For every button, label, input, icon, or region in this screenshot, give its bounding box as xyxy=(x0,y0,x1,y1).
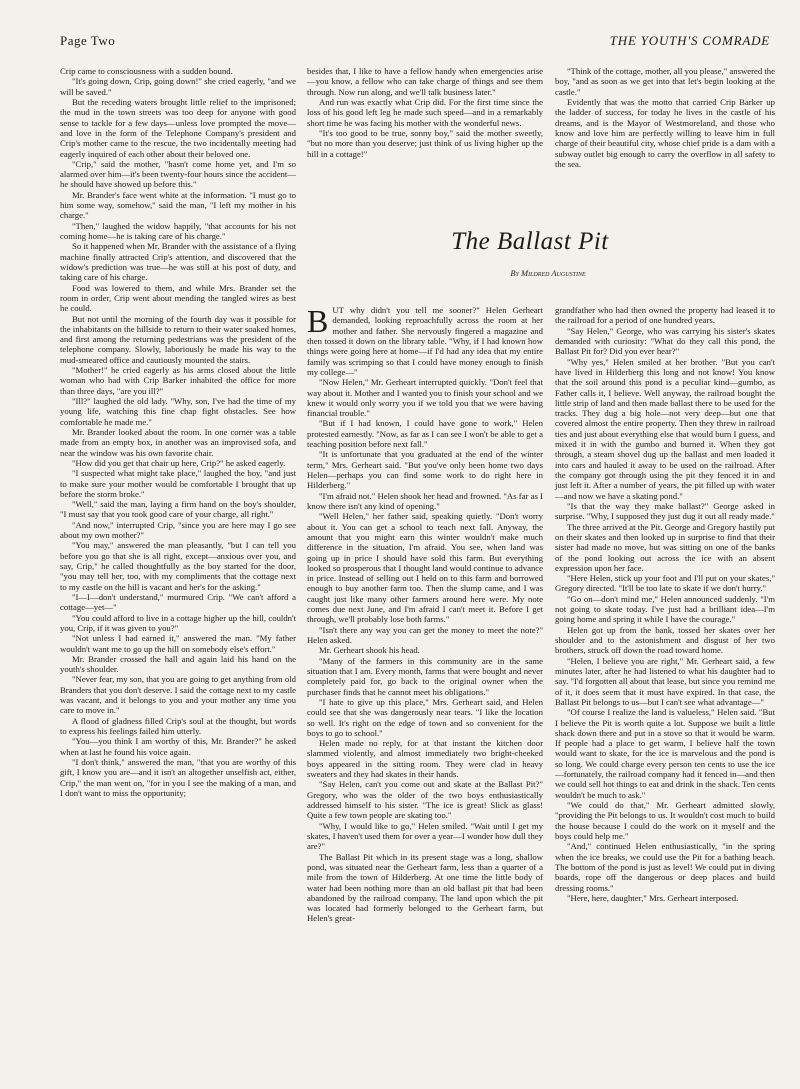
paragraph: Mr. Gerheart shook his head. xyxy=(319,645,420,656)
paragraph: "Why yes," Helen smiled at her brother. "But you can't have lived in Hilderberg this long and not know! You know that the soil around this pond is a peculiar kind—gumbo, as Father calls it, I believe. Well anyway, the railroad bought the little strip of land and then made ballast there to be used for the tracks. They dug a big hole—not very deep—but one that covered almost the entire property. Then they threw in railroad ties and just about everything else that would burn I guess, and mixed it in with the gumbo and burned it. When they got through, a steam shovel dug up the ballast and men loaded it into cars and hauled it away to be used on the railroad. After the company got through using the pit they fenced it in and just left it. After a number of years, the pit filled up with water—and now we have a skating pond." xyxy=(555,356,775,501)
paragraph: "Ill?" laughed the old lady. "Why, son, I've had the time of my young life, watching this fine chap fight obstacles. See how comfortable he made me." xyxy=(60,396,296,427)
paragraph: "Here Helen, stick up your foot and I'll put on your skates," Gregory directed. "It'll be too late to skate if we don't hurry." xyxy=(555,573,775,594)
paragraph: "And now," interrupted Crip, "since you are here may I go see about my own mother?" xyxy=(60,519,296,541)
column-2-continuation xyxy=(307,66,543,159)
paragraph: Evidently that was the motto that carried Crip Barker up the ladder of success, for today he lives in the castle of his dreams, and is the Mayor of Westmoreland, and those who know and love him are perfectly willing to leave him in full charge of their beautiful city, whose chief pride is a dam with a subway outlet big enough to carry the overflow in all safety to the sea. xyxy=(555,96,775,169)
column-1 xyxy=(60,66,296,798)
paragraph: "Helen, I believe you are right," Mr. Gerheart said, a few minutes later, after he had listened to what his daughter had to say. "I'd forgotten all about that lease, but since you remind me of it, it does seem that it must have expired. In that case, the Ballast Pit belongs to us—but I can't see what advantage—" xyxy=(555,655,775,707)
story-column-right xyxy=(555,305,775,903)
paragraph: "I don't think," answered the man, "that you are worthy of this gift, I know you are—and it isn't an altogether unselfish act, either, Crip," the man went on, "for in you I see the making of a man, and I don't want to miss the opportunity; xyxy=(60,756,296,798)
paragraph: Helen made no reply, for at that instant the kitchen door slammed violently, and almost immediately two bright-cheeked boys appeared in the sitting room. They were clad in heavy sweaters and they had skates in their hands. xyxy=(307,738,543,780)
paragraph: "Why, I would like to go," Helen smiled. "Wait until I get my skates, I haven't used them for over a year—I wonder how dull they are?" xyxy=(307,820,543,852)
paragraph: "Isn't there any way you can get the money to meet the note?" Helen asked. xyxy=(307,624,543,645)
page-header xyxy=(60,33,770,53)
paragraph: "I—I—don't understand," murmured Crip. "We can't afford a cottage—yet—" xyxy=(60,591,296,613)
paragraph: "It's too good to be true, sonny boy," said the mother sweetly, "but no more than you deserve; just think of us living higher up the hill in a cottage!" xyxy=(307,127,543,159)
paragraph: "I'm afraid not." Helen shook her head and frowned. "As far as I know there isn't any kind of opening." xyxy=(307,490,543,511)
paragraph: "Of course I realize the land is valueless," Helen said. "But I believe the Pit is worth quite a lot. Suppose we built a little shack down there and put in a stove so that it would be warm. If people had a place to get warm, I believe half the town would want to skate, for the ice is marvelous and the pond is so long. We could charge every person ten cents to use the ice—fortunately, the railroad company had it fenced in—and then we could sell hot things to eat and drink in the shack. Ten cents wouldn't be much to ask." xyxy=(555,707,775,800)
paragraph: "You may," answered the man pleasantly, "but I can tell you before you go that she is all right, except—anxious over you, and say, Crip," he called thoughtfully as the boy started for the door, "you may tell her, too, with my compliments that the cottage next to my castle on the hill is vacant and her's for the asking." xyxy=(60,540,296,592)
page-label: Page Two xyxy=(60,33,116,48)
paragraph: So it happened when Mr. Brander with the assistance of a flying machine finally attracted Crip's attention, and discovered that the widow's prediction was true—he was still at his post of duty, and taking care of his charge. xyxy=(60,241,296,283)
paragraph: "You—you think I am worthy of this, Mr. Brander?" he asked when at last he found his voice again. xyxy=(60,736,296,757)
story-title: The Ballast Pit xyxy=(451,228,609,255)
paragraph: "We could do that," Mr. Gerheart admitted slowly, "providing the Pit belongs to us. It wouldn't cost much to build the house because I could do the work on it myself and the boys could help me." xyxy=(555,800,775,841)
paragraph: But not until the morning of the fourth day was it possible for the inhabitants on the hillside to return to their water soaked homes, and first among the returning pedestrians was the president of the telephone company. Slowly, laboriously he made his way to the mud-smeared office and cautiously mounted the stairs. xyxy=(60,313,296,365)
paragraph: "Say Helen," George, who was carrying his sister's skates demanded with curiosity: "What do they call this pond, the Ballast Pit for? Did you ever hear?" xyxy=(555,325,775,357)
paragraph: "Well Helen," her father said, speaking quietly. "Don't worry about it. You can get a school to teach next fall. Anyway, the amount that you might earn this winter wouldn't make much difference in the situation, I'm afraid. You see, when land was going up in price I should have sold this farm. But everything looked so prosperous that I thought land would continue to advance in price. Instead of selling out I held on to this farm and borrowed enough to buy another farm too. Then the slump came, and I was caught just like many other farmers around here were. My note comes due next June, and I'm afraid I can't meet it. Before I get through, we'll probably lose both farms." xyxy=(307,511,543,625)
paragraph: "Here, here, daughter," Mrs. Gerheart interposed. xyxy=(567,892,739,903)
paragraph: "Never fear, my son, that you are going to get anything from old Branders that you don't deserve. I said the cottage next to my castle was vacant, and it belongs to you and your mother any time you care to move in." xyxy=(60,674,296,716)
story-byline: By Mildred Augustine xyxy=(510,268,586,278)
paragraph: "Not unless I had earned it," answered the man. "My father wouldn't want me to go up the hill on somebody else's effort." xyxy=(60,633,296,654)
paragraph: "It's going down, Crip, going down!" she cried eagerly, "and we will be saved." xyxy=(60,76,296,97)
drop-cap: B xyxy=(307,303,329,339)
paragraph: "Go on—don't mind me," Helen announced suddenly. "I'm not going to skate today. I've just had a brilliant idea—I'm going home and spring it while I have the courage." xyxy=(555,593,775,625)
paragraph: "But if I had known, I could have gone to work," Helen protested earnestly. "Now, as far as I can see I won't be able to get a teaching position before next fall." xyxy=(307,418,543,450)
paragraph: "You could afford to live in a cottage higher up the hill, couldn't you, Crip, if it was given to you?" xyxy=(60,612,296,633)
paragraph: "Is that the way they make ballast?" George asked in surprise. "Why, I supposed they just dug it out all ready made." xyxy=(555,500,775,522)
paragraph: And run was exactly what Crip did. For the first time since the loss of his good left leg he made such speed—and in a remarkably short time he was facing his mother with the wonderful news. xyxy=(307,96,543,128)
paragraph: "It is unfortunate that you graduated at the end of the winter term," Mrs. Gerheart said. "But you've only been home two days Helen—perhaps you can find some work to do right here in Hilderberg." xyxy=(307,449,543,491)
paragraph: "Then," laughed the widow happily, "that accounts for his not coming home—he is taking care of his charge." xyxy=(60,220,296,241)
paragraph: Food was lowered to them, and while Mrs. Brander set the room in order, Crip went about mending the tangled wires as best he could. xyxy=(60,282,296,314)
column-3-continuation xyxy=(555,66,775,169)
paragraph: "Say Helen, can't you come out and skate at the Ballast Pit?" Gregory, who was the older of the two boys enthusiastically addressed himself to his sister. "The ice is great! Slick as glass! Quite a few town people are skating too." xyxy=(307,779,543,821)
paragraph: "How did you get that chair up here, Crip?" he asked eagerly. xyxy=(72,457,286,468)
paragraph: Helen got up from the bank, tossed her skates over her shoulder and to the astonishment and disgust of her two brothers, struck off down the road toward home. xyxy=(555,624,775,656)
paragraph: "I suspected what might take place," laughed the boy, "and just to make sure your mother would be comfortable I brought that up before the storm broke." xyxy=(60,468,296,499)
paragraph: "And," continued Helen enthusiastically, "in the spring when the ice breaks, we could use the Pit for a bathing beach. The bottom of the pond is just as level! We could put in diving boards, rope off the dangerous or deep places and build dressing rooms." xyxy=(555,841,775,893)
paragraph: grandfather who had then owned the property had leased it to the railroad for a period of one hundred years. xyxy=(555,305,775,326)
paragraph: "Well," said the man, laying a firm hand on the boy's shoulder, "I must say that you took good care of your charge, all right." xyxy=(60,499,296,520)
paragraph: Mr. Brander looked about the room. In one corner was a table made from an empty box, in another was an improvised sofa, and near the window was his own favorite chair. xyxy=(60,426,296,458)
paragraph: Mr. Brander's face went white at the information. "I must go to him some way, somehow," said the man, "I left my mother in his charge." xyxy=(60,189,296,221)
paragraph xyxy=(307,305,543,377)
paragraph: The Ballast Pit which in its present stage was a long, shallow pond, was situated near the Gerheart farm, less than a quarter of a mile from the town of Hilderberg. At one time the little body of water had been nothing more than an old ballast pit that had been abandoned by the railroad company. The land upon which the pit was located had formerly belonged to the Gerheart farm, but Helen's great- xyxy=(307,851,543,924)
publication-title: THE YOUTH'S COMRADE xyxy=(609,33,770,48)
paragraph: Crip came to consciousness with a sudden bound. xyxy=(60,66,233,76)
paragraph: "Many of the farmers in this community are in the same situation that I am. Every month, farms that were bought and never completely paid for, go back to the original owner when the purchaser finds that he cannot meet his obligations." xyxy=(307,655,543,697)
story-column-left xyxy=(307,305,543,924)
paragraph: "Think of the cottage, mother, all you please," answered the boy, "and as soon as we get into that let's begin looking at the castle." xyxy=(555,66,775,97)
paragraph-text: UT why didn't you tell me sooner?" Helen Gerheart demanded, looking reproachfully across the room at her mother and father. She nervously fingered a magazine and then tossed it down on the library table. "Why, if I had known how things were going here at home—if I'd had any idea that my entire family was scrimping so that I could have money enough to finish my college—" xyxy=(307,305,543,377)
paragraph: "Now Helen," Mr. Gerheart interrupted quickly. "Don't feel that way about it. Mother and I wanted you to finish your school and we knew it would only worry you if we told you that we were having financial trouble." xyxy=(307,377,543,419)
paragraph: Mr. Brander crossed the hall and again laid his hand on the youth's shoulder. xyxy=(60,653,296,675)
paragraph: "Mother!" he cried eagerly as his arms closed about the little woman who had with Crip Barker inhabited the office for more than three days, "are you ill?" xyxy=(60,365,296,396)
paragraph: "I hate to give up this place," Mrs. Gerheart said, and Helen could see that she was dangerously near tears. "I like the location so well. It's right on the edge of town and so convenient for the boys to go to school." xyxy=(307,696,543,738)
paragraph: "Crip," said the mother, "hasn't come home yet, and I'm so alarmed over him—it's been twenty-four hours since the accident—he should have showed up before this." xyxy=(60,158,296,190)
paragraph: The three arrived at the Pit. George and Gregory hastily put on their skates and then looked up in surprise to find that their sister had made no move, but was sitting on one of the banks of the pond looking out across the ice with an absent expression upon her face. xyxy=(555,521,775,573)
paragraph: besides that, I like to have a fellow handy when emergencies arise—you know, a fellow who can take charge of things and see them through. Now run along, and we'll talk business later." xyxy=(307,66,543,97)
paragraph: But the receding waters brought little relief to the imprisoned; the mud in the town streets was too deep for anyone with good sense to tackle for a few days—unless love prompted the move—and love in the form of the Telephone Company's president and Crip's mother came to the rescue, the two incidentally meeting had eagerly inquired of each other about their beloved one. xyxy=(60,96,296,159)
paragraph: A flood of gladness filled Crip's soul at the thought, but words to express his feelings failed him utterly. xyxy=(60,715,296,736)
